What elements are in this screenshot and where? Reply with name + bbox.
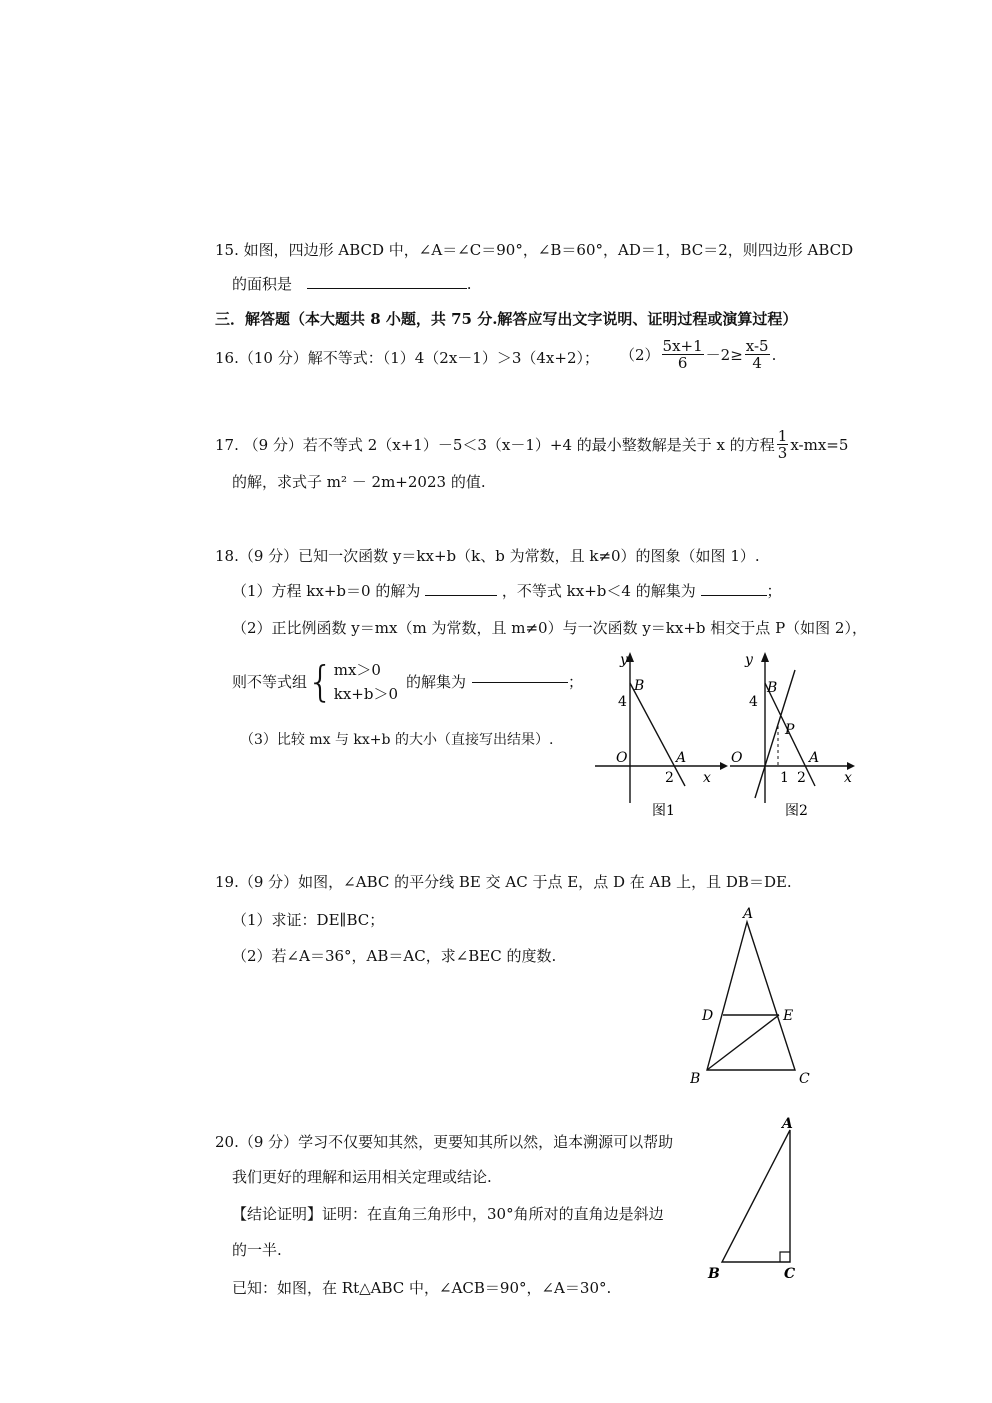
- q17-eq-tail: x-mx=5: [790, 435, 849, 454]
- q20-figure: [700, 1112, 810, 1287]
- fig20-a-label: A: [782, 1116, 793, 1132]
- q18-p2end: ；: [568, 673, 584, 691]
- q18-sys-line2: kx+b＞0: [333, 685, 399, 703]
- fig1-caption: 图1: [652, 803, 675, 819]
- q18-blank-2: [701, 595, 767, 596]
- q15-line2-text: 的面积是: [232, 275, 293, 293]
- q16-frac1-denominator: 6: [677, 354, 688, 372]
- q15-end: .: [466, 275, 472, 293]
- q16-part2-label: （2）: [620, 345, 660, 364]
- fig2-a-label: A: [809, 750, 820, 766]
- q16-fraction-1: [662, 338, 704, 371]
- q17-line2: 的解，求式子 m² － 2m+2023 的值.: [232, 473, 486, 491]
- q17-fraction: [777, 428, 789, 461]
- fig1-two-label: 2: [665, 770, 674, 786]
- fig19-a-label: A: [743, 906, 754, 922]
- q18-p1a: （1）方程 kx+b＝0 的解为: [232, 582, 421, 600]
- q18-line1: 18.（9 分）已知一次函数 y＝kx+b（k、b 为常数，且 k≠0）的图象（如图 1）.: [215, 547, 760, 565]
- q15-line2: [232, 274, 472, 294]
- fig2-one-label: 1: [780, 770, 789, 786]
- fig2-o-label: O: [731, 750, 743, 766]
- q17-frac-denominator: 3: [777, 444, 788, 462]
- triangle-abc: [707, 922, 795, 1070]
- fig2-four-label: 4: [749, 694, 758, 710]
- q18-p1b: ，不等式 kx+b＜4 的解集为: [501, 582, 696, 600]
- q16-middle: －2≥: [705, 345, 743, 364]
- segment-be: [707, 1015, 779, 1070]
- line-kx-b: [630, 683, 685, 786]
- q17-line1-text: 17. （9 分）若不等式 2（x+1）－5＜3（x－1）+4 的最小整数解是关于 x 的方程: [215, 435, 775, 454]
- q15-answer-blank: [307, 288, 467, 289]
- q16-frac2-numerator: x-5: [745, 337, 769, 355]
- fig19-b-label: B: [690, 1071, 701, 1087]
- q18-blank-1: [425, 595, 497, 596]
- q18-part2-system: [232, 658, 583, 706]
- right-angle-icon: [780, 1252, 790, 1262]
- q16-part1: 16.（10 分）解不等式：（1）4（2x－1）＞3（4x+2）；: [215, 349, 600, 367]
- q19-part2: （2）若∠A＝36°，AB＝AC，求∠BEC 的度数.: [232, 947, 557, 965]
- q20-line2: 我们更好的理解和运用相关定理或结论.: [232, 1168, 492, 1186]
- fig2-x-label: x: [844, 770, 852, 786]
- q20-line4: 的一半.: [232, 1241, 282, 1259]
- y-arrow-icon: [761, 652, 769, 662]
- q18-part2: （2）正比例函数 y＝mx（m 为常数，且 m≠0）与一次函数 y＝kx+b 相交于点 P（如图 2），: [232, 619, 867, 637]
- q18-part1: [232, 581, 782, 601]
- q18-blank-3: [472, 682, 568, 683]
- q18-part3: （3）比较 mx 与 kx+b 的大小（直接写出结果）.: [240, 732, 554, 748]
- fig2-caption: 图2: [785, 803, 808, 819]
- fig19-c-label: C: [799, 1071, 810, 1087]
- fig1-four-label: 4: [618, 694, 627, 710]
- q18-p2c: 的解集为: [406, 673, 467, 691]
- q20-line3: 【结论证明】证明：在直角三角形中，30°角所对的直角边是斜边: [232, 1205, 664, 1223]
- fig19-d-label: D: [702, 1008, 714, 1024]
- section3-heading: 三．解答题（本大题共 8 小题，共 75 分.解答应写出文字说明、证明过程或演算过程）: [215, 310, 798, 328]
- right-triangle-abc: [722, 1130, 790, 1262]
- fig1-a-label: A: [676, 750, 687, 766]
- fig1-b-label: B: [634, 678, 645, 694]
- fig2-p-label: P: [785, 722, 795, 738]
- q18-figure-1: [590, 648, 730, 820]
- q16-frac2-denominator: 4: [752, 354, 762, 372]
- brace-icon: {: [307, 657, 334, 706]
- q16-fraction-2: [745, 338, 770, 371]
- q16-frac1-numerator: 5x+1: [662, 337, 703, 355]
- q17-frac-numerator: 1: [777, 427, 788, 445]
- fig19-e-label: E: [783, 1008, 794, 1024]
- q18-figure-2: [725, 648, 860, 820]
- fig20-b-label: B: [708, 1266, 720, 1282]
- q17-line1: [215, 428, 848, 461]
- fig1-x-label: x: [703, 770, 711, 786]
- q19-line1: 19.（9 分）如图，∠ABC 的平分线 BE 交 AC 于点 E，点 D 在 AB 上，且 DB＝DE.: [215, 873, 792, 891]
- q19-part1: （1）求证：DE∥BC；: [232, 911, 385, 929]
- fig20-c-label: C: [784, 1266, 796, 1282]
- q20-line5: 已知：如图，在 Rt△ABC 中，∠ACB＝90°，∠A＝30°.: [232, 1279, 612, 1297]
- q20-line1: 20.（9 分）学习不仅要知其然，更要知其所以然，追本溯源可以帮助: [215, 1133, 674, 1151]
- q18-p1end: ；: [766, 582, 782, 600]
- fig1-o-label: O: [616, 750, 628, 766]
- q19-figure: [690, 900, 820, 1095]
- fig1-y-label: y: [620, 652, 628, 668]
- q18-sys-line1: mx＞0: [333, 661, 381, 679]
- fig2-two-label: 2: [797, 770, 806, 786]
- x-arrow-icon: [847, 762, 855, 770]
- fig2-b-label: B: [767, 680, 778, 696]
- q18-system: [334, 658, 398, 706]
- q18-p2b: 则不等式组: [232, 673, 308, 691]
- fig2-y-label: y: [745, 652, 753, 668]
- q16-part2: [620, 338, 776, 371]
- q16-end: .: [771, 345, 777, 364]
- q15-line1: 15. 如图，四边形 ABCD 中，∠A＝∠C＝90°，∠B＝60°，AD＝1，BC＝2，则四边形 ABCD: [215, 241, 854, 259]
